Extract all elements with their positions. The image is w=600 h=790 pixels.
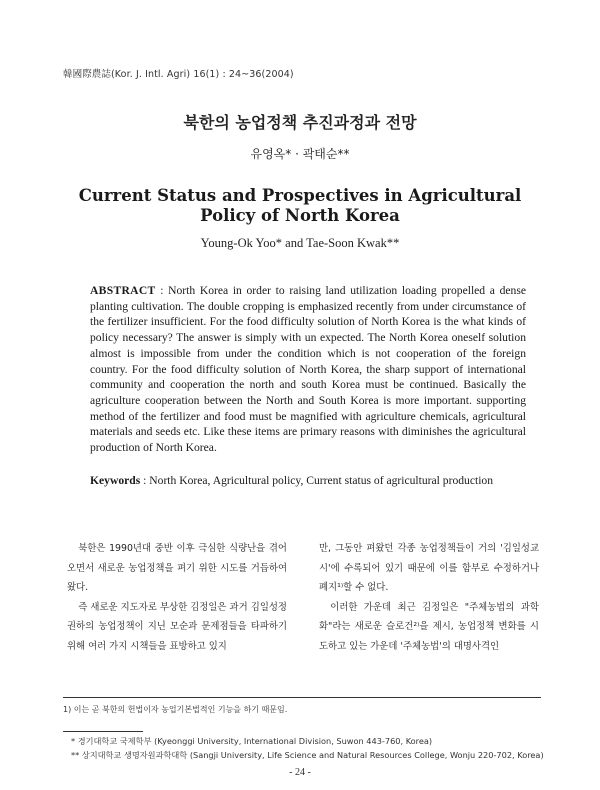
title-english: Current Status and Prospectives in Agricultural Policy of North Korea [78, 186, 522, 225]
body-column-left [67, 539, 287, 656]
body-paragraph: 만, 그동안 펴왔던 각종 농업정책들이 거의 '김일성교시'에 수록되어 있기 때문에 이를 함부로 수정하거나 폐지¹⁾할 수 없다. [319, 543, 539, 593]
keywords [90, 474, 526, 487]
abstract-text: : North Korea in order to raising land utilization loading propelled a dense planting cultivation. The double cropping is emphasized recently from under circumstance of the fertilizer insufficient. For the food difficulty solution of North Korea is the what kinds of policy necessary? The answer is simply with un expected. The North Korea oneself solution almost is impossible from under the condition which is not cooperation of the foreign country. For the food difficulty solution of North Korea, the sharp support of international community and cooperation the north and south Korea must be continued. Basically the agriculture cooperation between the North and South Korea is more important. supporting method of the fertilizer and food must be magnified with agriculture chemicals, agricultural materials and seeds etc. Like these items are primary reasons with diminishes the agricultural production of North Korea. [90, 284, 526, 455]
abstract [90, 283, 526, 456]
body-column-right [319, 539, 539, 656]
author-affiliation: * 경기대학교 국제학부 (Kyeonggi University, International Division, Suwon 443-760, Korea) [71, 736, 433, 746]
body-paragraph: 북한은 1990년대 중반 이후 극심한 식량난을 겪어오면서 새로운 농업정책을 펴기 위한 시도를 거듭하여 왔다. [67, 543, 287, 593]
keywords-text: : North Korea, Agricultural policy, Current status of agricultural production [140, 474, 494, 487]
authors-english: Young-Ok Yoo* and Tae-Soon Kwak** [200, 236, 400, 250]
keywords-label: Keywords [90, 474, 141, 487]
affiliation-divider [63, 731, 143, 732]
abstract-label: ABSTRACT [90, 284, 156, 297]
title-korean: 북한의 농업정책 추진과정과 전망 [183, 113, 417, 132]
journal-header: 韓國際農誌(Kor. J. Intl. Agri) 16(1) : 24~36(2004) [63, 69, 294, 80]
page-number: - 24 - [289, 767, 311, 778]
body-paragraph: 이러한 가운데 최근 김정일은 "주체농법의 과학화"라는 새로운 슬로건²⁾을 제시, 농업정책 변화를 시도하고 있는 가운데 '주체농법'의 대명사격인 [319, 601, 539, 652]
author-affiliation: ** 상지대학교 생명자원과학대학 (Sangji University, Life Science and Natural Resources College, Wonju 220-702, Korea) [71, 750, 544, 760]
footnote-divider [63, 697, 541, 698]
authors-korean: 유영옥* · 곽태순** [250, 147, 350, 161]
footnote: 1) 이는 곧 북한의 헌법이자 농업기본법적인 기능을 하기 때문임. [63, 705, 288, 714]
body-paragraph: 즉 새로운 지도자로 부상한 김정일은 과거 김일성정권하의 농업정책이 지닌 모순과 문제점들을 타파하기 위해 여러 가지 시책들을 표방하고 있지 [67, 601, 287, 652]
